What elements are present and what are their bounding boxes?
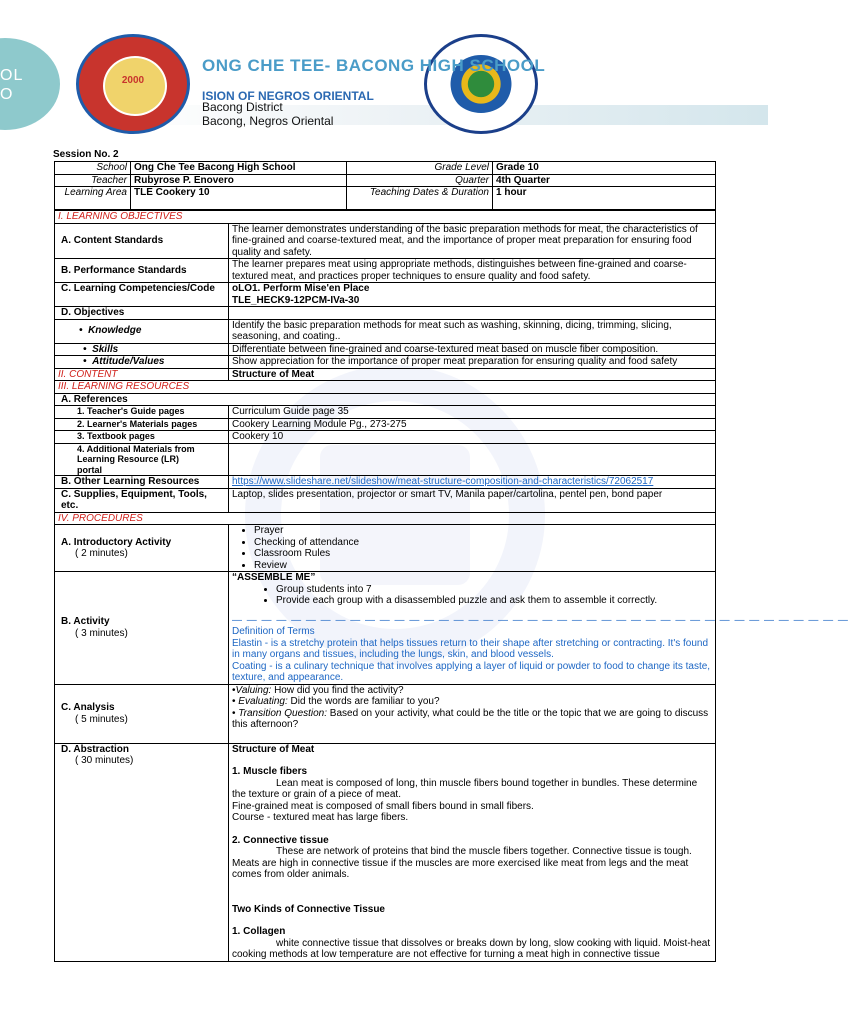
knowledge-label: • Knowledge [55, 319, 229, 343]
table-row [55, 684, 716, 743]
quarter-label: Quarter [347, 174, 493, 187]
seal-year: 2000 [121, 75, 145, 86]
school-seal-emblem [103, 56, 167, 116]
knowledge-label-text: Knowledge [88, 325, 142, 337]
section-heading-row [55, 512, 716, 525]
two-kinds-heading: Two Kinds of Connective Tissue [232, 903, 385, 915]
competencies-label: C. Learning Competencies/Code [55, 283, 229, 307]
activity-cell [55, 572, 229, 685]
collagen-text [232, 938, 712, 961]
school-seal-logo [76, 34, 190, 134]
table-row [55, 343, 716, 356]
procedures-heading: IV. PROCEDURES [55, 512, 716, 525]
list-item: • Group students into 7 [276, 584, 712, 596]
dates-label: Teaching Dates & Duration [347, 187, 493, 210]
skills-label-text: Skills [92, 343, 119, 355]
coarse-textured-text: Course - textured meat has large fibers. [232, 812, 409, 823]
teacher-value: Rubyrose P. Enovero [131, 174, 347, 187]
evaluating-label: Evaluating: [238, 696, 288, 707]
competencies-value [229, 283, 716, 307]
deped-seal-logo [424, 34, 538, 134]
attitude-label-text: Attitude/Values [92, 356, 165, 367]
school-value: Ong Che Tee Bacong High School [131, 162, 347, 175]
activity-time: ( 3 minutes) [75, 627, 128, 639]
references-label: A. References [55, 393, 716, 406]
abstraction-cell [55, 743, 229, 961]
table-row [55, 743, 716, 961]
table-row [55, 393, 716, 406]
learners-materials-label: 2. Learner's Materials pages [55, 418, 229, 431]
table-row [55, 162, 716, 175]
abstraction-title: Structure of Meat [232, 743, 315, 755]
valuing-text: How did you find the activity? [271, 684, 404, 696]
skills-label: • Skills [55, 343, 229, 356]
school-label: School [55, 162, 131, 175]
content-value: Structure of Meat [229, 368, 716, 381]
session-number: Session No. 2 [53, 149, 119, 160]
table-row [55, 187, 716, 210]
muscle-fibers-text [232, 778, 712, 801]
abstraction-value [229, 743, 716, 961]
competency-code: TLE_HECK9-12PCM-IVa-30 [232, 294, 360, 306]
textbook-value: Cookery 10 [229, 431, 716, 444]
supplies-value: Laptop, slides presentation, projector or smart TV, Manila paper/cartolina, pentel pen, bond paper [229, 488, 716, 512]
connective-tissue-text [232, 846, 712, 881]
address-line-2: Bacong, Negros Oriental [202, 114, 334, 128]
transition-text: Based on your activity, what could be the title or the topic that we are going to discuss this afternoon? [232, 707, 709, 730]
division-name: ISION OF NEGROS ORIENTAL [202, 89, 374, 103]
attitude-value: Show appreciation for the importance of proper meat preparation for ensuring quality and food safety [229, 356, 716, 369]
analysis-time: ( 5 minutes) [75, 713, 128, 725]
list-item: • Provide each group with a disassembled puzzle and ask them to assemble it correctly. [276, 595, 712, 607]
collagen-paragraph: white connective tissue that dissolves or breaks down by long, slow cooking with liquid. Moist-heat cooking methods at low temperature are not effective for turning a meat high in connective tissue [232, 937, 711, 960]
table-row [55, 418, 716, 431]
analysis-cell [55, 684, 229, 743]
performance-standards-label: B. Performance Standards [55, 259, 229, 283]
table-row [55, 572, 716, 685]
collagen-heading: 1. Collagen [232, 926, 286, 937]
table-row [55, 356, 716, 369]
teachers-guide-label: 1. Teacher's Guide pages [55, 406, 229, 419]
learning-area-label: Learning Area [55, 187, 131, 210]
intro-activity-list [232, 525, 712, 571]
term-coating: Coating - is a culinary technique that involves applying a layer of liquid or powder to food to change its taste, texture, and appearance. [232, 660, 711, 683]
list-item: • Checking of attendance [254, 537, 712, 549]
analysis-label: C. Analysis [61, 702, 115, 713]
abstraction-label: D. Abstraction [61, 743, 129, 755]
muscle-fibers-paragraph: Lean meat is composed of long, thin muscle fibers bound together in bundles. These determine the texture or grain of a piece of meat. [232, 777, 698, 800]
abstraction-time: ( 30 minutes) [75, 755, 134, 766]
activity-label: B. Activity [61, 616, 110, 628]
table-row [55, 319, 716, 343]
table-row [55, 525, 716, 572]
transition-label: Transition Question: [238, 707, 328, 719]
table-row [55, 307, 716, 320]
activity-title: “ASSEMBLE ME” [232, 572, 316, 583]
evaluating-text: Did the words are familiar to you? [287, 696, 440, 707]
table-row [55, 259, 716, 283]
objectives-heading: I. LEARNING OBJECTIVES [55, 211, 716, 224]
other-resources-label: B. Other Learning Resources [55, 476, 229, 489]
analysis-value [229, 684, 716, 743]
intro-activity-value [229, 525, 716, 572]
evaluating-line: • Evaluating: Did the words are familiar to you? [232, 696, 440, 707]
valuing-line: •Valuing: How did you find the activity? [232, 684, 404, 696]
section-heading-row [55, 211, 716, 224]
dashed-divider: — — — — — — — — — — — — — — — — — — — — — — — — — — — — — — — — — — — — — — — — — — [232, 614, 849, 626]
dates-value: 1 hour [493, 187, 716, 210]
supplies-label: C. Supplies, Equipment, Tools, etc. [55, 488, 229, 512]
letterhead [0, 0, 768, 145]
content-standards-value: The learner demonstrates understanding of the basic preparation methods for meat, the characteristics of fine-grained and coarse-textured meat, and the importance of proper meat preparation for ensuring food quality and safety. [229, 223, 716, 259]
intro-activity-cell [55, 525, 229, 572]
resources-heading: III. LEARNING RESOURCES [55, 381, 716, 394]
muscle-fibers-heading: 1. Muscle fibers [232, 766, 308, 777]
other-resources-link[interactable]: https://www.slideshare.net/slideshow/meat-structure-composition-and-characteristics/72062517 [229, 476, 716, 489]
content-heading: II. CONTENT [55, 368, 229, 381]
objectives-label: D. Objectives [55, 307, 229, 320]
list-item: • Prayer [254, 525, 712, 537]
performance-standards-value: The learner prepares meat using appropriate methods, distinguishes between fine-grained and coarse-textured meat, and practices proper techniques to ensure quality and food safety. [229, 259, 716, 283]
term-elastin: Elastin - is a stretchy protein that helps tissues return to their shape after stretching or contracting. It's found in many organs and tissues, including the lungs, skin, and blood vessels. [232, 637, 709, 660]
list-item: • Classroom Rules [254, 548, 712, 560]
corner-circle-decoration [0, 38, 60, 130]
section-heading-row [55, 368, 716, 381]
connective-tissue-paragraph: These are network of proteins that bind the muscle fibers together. Connective tissue is tough. Meats are high in connective tissue if the muscles are more exercised like meat from legs and the meat comes from older animals. [232, 846, 692, 880]
objectives-value [229, 307, 716, 320]
table-row [55, 488, 716, 512]
learning-area-value: TLE Cookery 10 [131, 187, 347, 210]
school-title: ONG CHE TEE- BACONG HIGH SCHOOL [202, 56, 546, 75]
attitude-label: • Attitude/Values [55, 356, 229, 369]
list-item: • Review [254, 560, 712, 572]
table-row [55, 443, 716, 476]
quarter-value: 4th Quarter [493, 174, 716, 187]
activity-list [232, 584, 712, 607]
corner-text: OL O [0, 67, 24, 103]
table-row [55, 223, 716, 259]
table-row [55, 174, 716, 187]
valuing-label: Valuing: [235, 684, 272, 696]
section-heading-row [55, 381, 716, 394]
competency-line: oLO1. Perform Mise'en Place [232, 283, 370, 294]
teacher-label: Teacher [55, 174, 131, 187]
learners-materials-value: Cookery Learning Module Pg., 273-275 [229, 418, 716, 431]
knowledge-value: Identify the basic preparation methods for meat such as washing, skinning, dicing, trimming, slicing, seasoning, and coating.. [229, 319, 716, 343]
intro-activity-time: ( 2 minutes) [75, 548, 128, 559]
additional-materials-label: 4. Additional Materials from Learning Resource (LR) portal [55, 443, 229, 476]
lesson-info-table [54, 161, 716, 210]
additional-materials-value [229, 443, 716, 476]
intro-activity-label: A. Introductory Activity [61, 536, 172, 548]
fine-grained-text: Fine-grained meat is composed of small fibers bound in small fibers. [232, 800, 534, 812]
table-row [55, 406, 716, 419]
connective-tissue-heading: 2. Connective tissue [232, 834, 329, 846]
table-row [55, 476, 716, 489]
transition-line: • Transition Question: Based on your activity, what could be the title or the topic that we are going to discuss this afternoon? [232, 707, 709, 730]
address-line-1: Bacong District [202, 100, 283, 114]
activity-value [229, 572, 849, 685]
table-row [55, 283, 716, 307]
teachers-guide-value: Curriculum Guide page 35 [229, 406, 716, 419]
grade-value: Grade 10 [493, 162, 716, 175]
lesson-plan-table [54, 210, 849, 962]
textbook-label: 3. Textbook pages [55, 431, 229, 444]
grade-label: Grade Level [347, 162, 493, 175]
content-standards-label: A. Content Standards [55, 223, 229, 259]
skills-value: Differentiate between fine-grained and coarse-textured meat based on muscle fiber composition. [229, 343, 716, 356]
terms-heading: Definition of Terms [232, 626, 315, 637]
table-row [55, 431, 716, 444]
